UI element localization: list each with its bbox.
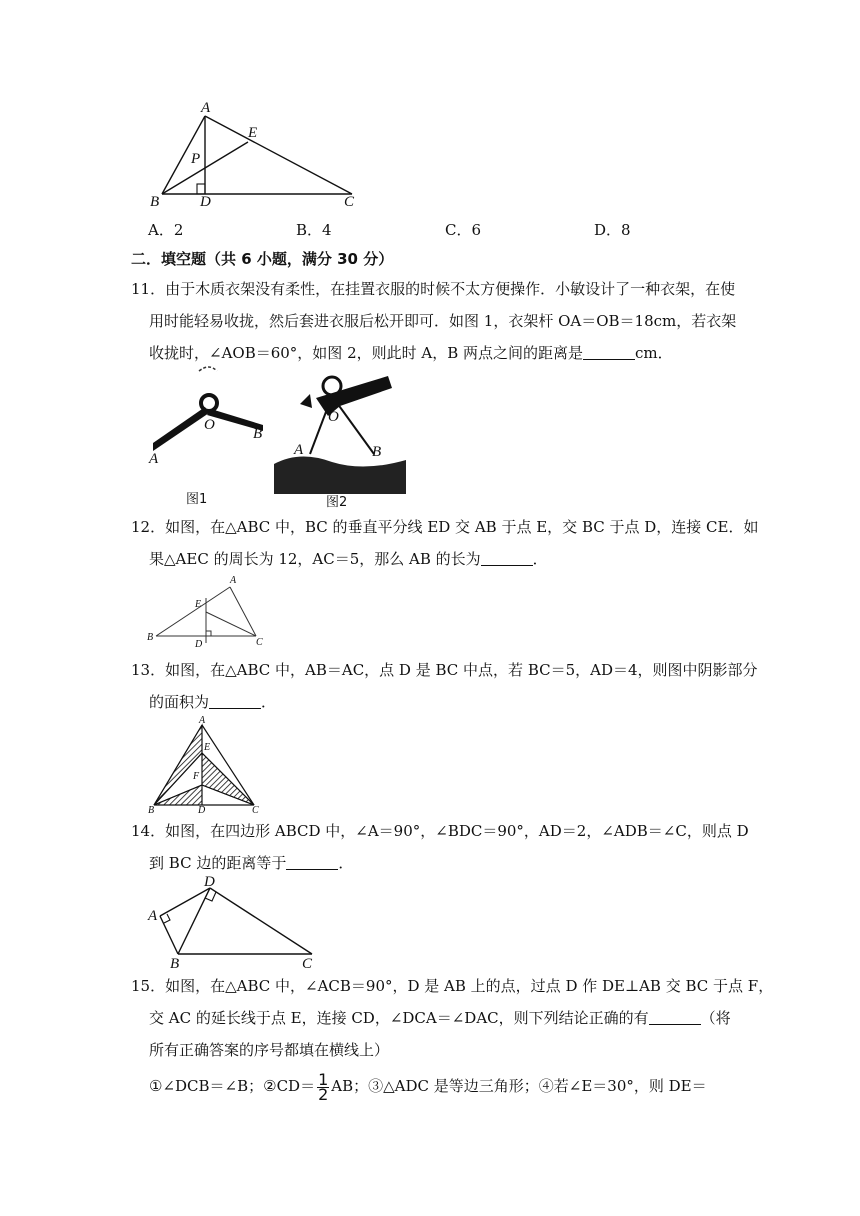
label-B: B xyxy=(372,444,382,460)
q14-line2-text: 到 BC 边的距离等于 xyxy=(149,854,287,872)
section-heading: 二．填空题（共 6 小题，满分 30 分） xyxy=(131,250,394,268)
label-B: B xyxy=(253,426,263,442)
q13-period: ． xyxy=(261,693,277,711)
q14-period: ． xyxy=(338,854,354,872)
label-A: A xyxy=(294,442,304,458)
label-A: A xyxy=(230,575,237,586)
label-B: B xyxy=(150,194,160,210)
label-B: B xyxy=(170,956,180,970)
q12-line2-text: 果△AEC 的周长为 12，AC＝5，那么 AB 的长为 xyxy=(149,550,481,568)
q11-line2: 用时能轻易收拢，然后套进衣服后松开即可．如图 1，衣架杆 OA＝OB＝18cm，若衣架 xyxy=(149,312,737,330)
label-B: B xyxy=(147,632,154,643)
label-A: A xyxy=(199,715,206,726)
figure-q10 xyxy=(140,98,370,210)
option-d[interactable]: D．8 xyxy=(594,221,631,239)
q11-line3-text: 收拢时，∠AOB＝60°，如图 2，则此时 A，B 两点之间的距离是 xyxy=(149,344,584,362)
label-D: D xyxy=(195,639,203,649)
q15-line1: 15．如图，在△ABC 中，∠ACB＝90°，D 是 AB 上的点，过点 D 作 DE⊥AB 交 BC 于点 F， xyxy=(131,977,774,995)
fig1-caption: 图1 xyxy=(186,492,208,507)
answer-blank-q13[interactable] xyxy=(209,694,261,709)
q11-line1: 11．由于木质衣架没有柔性，在挂置衣服的时候不太方便操作．小敏设计了一种衣架，在使 xyxy=(131,280,736,298)
option-c[interactable]: C．6 xyxy=(445,221,482,239)
label-F: F xyxy=(193,771,200,782)
option-b[interactable]: B．4 xyxy=(296,221,332,239)
fig2-caption: 图2 xyxy=(326,495,348,510)
q14-line1: 14．如图，在四边形 ABCD 中，∠A＝90°，∠BDC＝90°，AD＝2，∠ADB＝∠C，则点 D xyxy=(131,822,749,840)
label-P: P xyxy=(191,151,201,167)
q12-line1: 12．如图，在△ABC 中，BC 的垂直平分线 ED 交 AB 于点 E，交 BC 于点 D，连接 CE．如 xyxy=(131,518,759,536)
label-B: B xyxy=(148,805,155,815)
figure-q14 xyxy=(142,874,322,970)
q15-line4-b: AB；③△ADC 是等边三角形；④若∠E＝30°，则 DE＝ xyxy=(331,1077,707,1095)
label-C: C xyxy=(302,956,313,970)
label-A: A xyxy=(148,908,158,924)
fraction-denominator: 2 xyxy=(318,1084,329,1104)
figure-q11-1 xyxy=(145,363,275,463)
label-E: E xyxy=(204,742,211,753)
figure-q13 xyxy=(142,713,267,815)
q13-line1: 13．如图，在△ABC 中，AB＝AC，点 D 是 BC 中点，若 BC＝5，AD＝4，则图中阴影部分 xyxy=(131,661,758,679)
label-C: C xyxy=(344,194,355,210)
label-C: C xyxy=(252,805,259,815)
figure-q11-2 xyxy=(270,368,410,494)
label-D: D xyxy=(198,805,206,815)
label-D: D xyxy=(200,194,211,210)
answer-blank-q15[interactable] xyxy=(649,1010,701,1025)
label-O: O xyxy=(328,409,339,425)
q12-period: ． xyxy=(532,550,548,568)
q13-line2-text: 的面积为 xyxy=(149,693,210,711)
q15-line4 xyxy=(149,1068,707,1104)
label-D: D xyxy=(204,874,215,890)
label-O: O xyxy=(204,417,215,433)
fraction-numerator: 1 xyxy=(318,1069,329,1089)
option-a[interactable]: A．2 xyxy=(148,221,184,239)
label-A: A xyxy=(149,451,159,463)
label-C: C xyxy=(256,637,263,648)
answer-blank-q11[interactable] xyxy=(583,345,635,360)
q15-line2-text: 交 AC 的延长线于点 E，连接 CD，∠DCA＝∠DAC，则下列结论正确的有 xyxy=(149,1009,649,1027)
q15-line2 xyxy=(149,1002,731,1034)
label-A: A xyxy=(201,100,211,116)
answer-blank-q12[interactable] xyxy=(481,551,533,566)
figure-q12 xyxy=(142,573,272,649)
q15-line3: 所有正确答案的序号都填在横线上） xyxy=(149,1041,390,1059)
fraction-half xyxy=(317,1069,329,1104)
q15-line4-a: ①∠DCB＝∠B；②CD＝ xyxy=(149,1077,316,1095)
q11-unit: cm． xyxy=(635,344,673,362)
answer-blank-q14[interactable] xyxy=(286,855,338,870)
label-E: E xyxy=(195,599,202,610)
q15-line2-tail: （将 xyxy=(700,1009,731,1027)
label-E: E xyxy=(248,125,258,141)
q12-line2 xyxy=(149,543,548,575)
